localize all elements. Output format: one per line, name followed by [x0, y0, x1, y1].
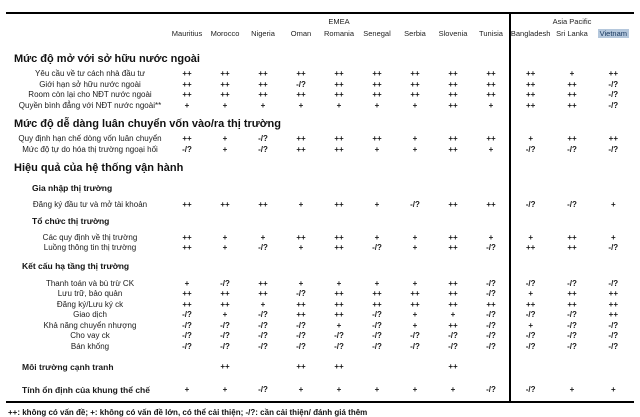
cell-value: ++ — [182, 134, 192, 143]
cell-value: -/? — [448, 331, 458, 340]
cell-value: ++ — [448, 79, 458, 89]
column-header-tunisia: Tunisia — [479, 29, 503, 38]
cell-value: ++ — [567, 243, 577, 252]
cell-value: + — [374, 144, 380, 154]
table-row — [6, 80, 634, 91]
cell-value: ++ — [220, 200, 230, 209]
cell-value: ++ — [448, 144, 458, 154]
cell-value: ++ — [608, 69, 618, 78]
cell-value: ++ — [448, 100, 458, 110]
cell-value: -/? — [258, 134, 268, 143]
cell-value: -/? — [608, 278, 619, 288]
cell-value: -/? — [410, 341, 420, 351]
cell-value: + — [336, 320, 342, 330]
row-label: Đăng ký/Lưu ký ck — [56, 299, 124, 309]
cell-value: ++ — [220, 289, 230, 298]
cell-value: ++ — [525, 299, 536, 309]
cell-value: ++ — [372, 69, 382, 78]
cell-value: ++ — [486, 90, 496, 99]
row-label: Bán khống — [70, 341, 110, 351]
cell-value: ++ — [372, 299, 382, 309]
row-label: Giao dịch — [73, 310, 107, 319]
cell-value: ++ — [448, 69, 458, 78]
cell-value: ++ — [182, 200, 192, 209]
cell-value: -/? — [334, 341, 344, 351]
cell-value: + — [222, 310, 228, 319]
cell-value: ++ — [182, 90, 192, 99]
cell-value: + — [528, 134, 533, 143]
cell-value: + — [298, 278, 304, 288]
column-group-header-row — [6, 16, 634, 27]
table-row — [6, 101, 634, 112]
column-header-vietnam — [593, 27, 634, 40]
cell-value: + — [450, 384, 456, 394]
cell-value: + — [412, 310, 418, 319]
cell-value: ++ — [448, 289, 458, 298]
cell-value: + — [610, 384, 616, 394]
cell-value: -/? — [258, 144, 268, 154]
cell-value: -/? — [334, 331, 344, 340]
table-row — [6, 321, 634, 332]
row-label: Luồng thông tin thị trường — [43, 243, 137, 252]
cell-value: -/? — [525, 200, 536, 209]
cell-value: -/? — [372, 243, 382, 252]
classification-table — [6, 12, 634, 417]
table-body — [6, 12, 634, 403]
cell-value: -/? — [258, 243, 268, 252]
table-row — [6, 300, 634, 311]
cell-value: + — [488, 100, 494, 110]
cell-value: -/? — [608, 331, 619, 340]
table-row — [6, 385, 634, 396]
cell-value: -/? — [486, 310, 496, 319]
column-header-serbia: Serbia — [404, 29, 426, 38]
cell-value: ++ — [220, 299, 230, 309]
row-label: Các quy định về thị trường — [42, 232, 138, 242]
cell-value: ++ — [448, 243, 458, 252]
cell-value: + — [450, 310, 456, 319]
cell-value: ++ — [448, 134, 458, 143]
cell-value: -/? — [182, 144, 192, 154]
column-header-sri lanka: Sri Lanka — [556, 29, 588, 38]
cell-value: -/? — [220, 320, 230, 330]
cell-value: ++ — [372, 289, 382, 298]
cell-value: + — [374, 384, 380, 394]
cell-value: -/? — [258, 310, 268, 319]
table-row — [6, 310, 634, 321]
cell-value: -/? — [182, 310, 192, 319]
cell-value: ++ — [296, 310, 306, 319]
cell-value: ++ — [334, 200, 344, 209]
table-row — [6, 279, 634, 290]
cell-value: + — [260, 232, 266, 242]
cell-value: + — [412, 243, 418, 252]
cell-value: + — [374, 278, 380, 288]
cell-value: + — [412, 278, 418, 288]
cell-value: ++ — [567, 299, 577, 309]
cell-value: -/? — [486, 331, 496, 340]
cell-value: -/? — [486, 278, 496, 288]
cell-value: -/? — [372, 320, 382, 330]
cell-value: ++ — [334, 144, 344, 154]
cell-value: -/? — [525, 278, 536, 288]
cell-value: + — [336, 384, 342, 394]
cell-value: ++ — [220, 69, 230, 78]
cell-value: -/? — [220, 278, 230, 288]
cell-value: + — [569, 384, 575, 394]
column-header-senegal: Senegal — [363, 29, 391, 38]
cell-value: ++ — [448, 299, 458, 309]
column-group-label: EMEA — [328, 17, 350, 26]
cell-value: -/? — [608, 243, 619, 252]
cell-value: + — [488, 232, 494, 242]
table-row — [6, 69, 634, 80]
cell-value: + — [260, 299, 266, 309]
cell-value: ++ — [486, 69, 496, 78]
cell-value: ++ — [220, 90, 230, 99]
cell-value: + — [336, 100, 342, 110]
cell-value: -/? — [567, 341, 577, 351]
row-label: Mức độ tự do hóa thị trường ngoại hối — [22, 144, 158, 154]
cell-value: -/? — [486, 320, 496, 330]
cell-value: ++ — [448, 200, 458, 209]
cell-value: -/? — [608, 341, 619, 351]
cell-value: + — [374, 100, 380, 110]
cell-value: -/? — [608, 320, 619, 330]
table-row — [6, 145, 634, 156]
section-heading: Mức độ dễ dàng luân chuyển vốn vào/ra thị trường — [14, 118, 281, 130]
cell-value: + — [412, 320, 418, 330]
cell-value: ++ — [372, 90, 382, 99]
cell-value: ++ — [448, 362, 458, 371]
cell-value: + — [412, 232, 418, 242]
section-heading: Hiệu quả của hệ thống vận hành — [14, 162, 184, 174]
cell-value: ++ — [334, 299, 344, 309]
cell-value: + — [412, 134, 418, 143]
table-row — [6, 289, 634, 300]
cell-value: + — [610, 200, 616, 209]
cell-value: -/? — [567, 144, 577, 154]
table-row — [6, 362, 634, 373]
column-header-nigeria: Nigeria — [251, 29, 275, 38]
row-label: Quy định hạn chế dòng vốn luân chuyển — [18, 134, 162, 143]
cell-value: -/? — [220, 341, 230, 351]
cell-value: -/? — [525, 310, 536, 319]
cell-value: ++ — [525, 90, 536, 99]
sub-heading: Kết cấu hạ tầng thị trường — [22, 260, 130, 271]
cell-value: -/? — [182, 341, 192, 351]
column-header-mauritius: Mauritius — [171, 29, 203, 38]
cell-value: ++ — [258, 90, 268, 99]
cell-value: + — [336, 278, 342, 288]
cell-value: -/? — [182, 331, 192, 340]
cell-value: + — [528, 320, 533, 330]
cell-value: -/? — [372, 341, 382, 351]
cell-value: + — [298, 200, 304, 209]
cell-value: ++ — [448, 90, 458, 99]
column-header-morocco: Morocco — [210, 29, 240, 38]
cell-value: -/? — [258, 320, 268, 330]
column-header-bangladesh: Bangladesh — [510, 29, 551, 38]
cell-value: -/? — [525, 331, 536, 340]
column-header-row — [6, 27, 634, 40]
cell-value: ++ — [410, 79, 420, 89]
cell-value: -/? — [525, 341, 536, 351]
cell-value: + — [412, 144, 418, 154]
cell-value: ++ — [486, 79, 496, 89]
cell-value: -/? — [486, 289, 496, 298]
row-label: Khả năng chuyển nhượng — [43, 320, 137, 330]
cell-value: -/? — [296, 79, 306, 89]
cell-value: ++ — [525, 243, 536, 252]
legend-footnote: ++: không có vấn đề; +: không có vấn đề lớn, có thể cải thiện; -/?: cần cải thiện/ đánh giá thêm — [8, 408, 368, 417]
cell-value: ++ — [220, 79, 230, 89]
row-label: Lưu trữ, bảo quản — [57, 289, 123, 298]
cell-value: ++ — [608, 134, 618, 143]
cell-value: ++ — [296, 69, 306, 78]
cell-value: -/? — [296, 341, 306, 351]
cell-value: + — [222, 243, 228, 252]
cell-value: -/? — [486, 243, 496, 252]
cell-value: + — [298, 384, 304, 394]
cell-value: + — [298, 243, 304, 252]
cell-value: + — [528, 232, 533, 242]
cell-value: + — [610, 232, 616, 242]
cell-value: ++ — [525, 69, 536, 78]
cell-value: ++ — [525, 100, 536, 110]
cell-value: + — [374, 232, 380, 242]
cell-value: ++ — [296, 362, 306, 371]
row-label: Cho vay ck — [70, 331, 110, 340]
row-label: Giới hạn sở hữu nước ngoài — [39, 79, 141, 89]
column-header-oman: Oman — [290, 29, 312, 38]
cell-value: ++ — [334, 79, 344, 89]
cell-value: ++ — [220, 362, 230, 371]
cell-value: ++ — [182, 79, 192, 89]
cell-value: + — [184, 384, 190, 394]
row-label: Thanh toán và bù trừ CK — [45, 278, 135, 288]
table-row — [6, 90, 634, 101]
cell-value: + — [222, 384, 228, 394]
table-row — [6, 233, 634, 244]
cell-value: + — [222, 232, 228, 242]
row-label: Yêu cầu về tư cách nhà đầu tư — [35, 69, 145, 78]
cell-value: ++ — [410, 289, 420, 298]
cell-value: ++ — [334, 69, 344, 78]
highlighted-column-label: Vietnam — [599, 29, 628, 38]
cell-value: -/? — [258, 331, 268, 340]
cell-value: ++ — [296, 232, 306, 242]
cell-value: ++ — [448, 232, 458, 242]
row-label: Quyền bình đẳng với NĐT nước ngoài** — [18, 100, 162, 110]
column-group-label: Asia Pacific — [552, 17, 592, 26]
cell-value: ++ — [567, 100, 577, 110]
cell-value: ++ — [334, 362, 344, 371]
cell-value: -/? — [220, 331, 230, 340]
cell-value: ++ — [486, 200, 496, 209]
cell-value: -/? — [410, 331, 420, 340]
cell-value: ++ — [296, 299, 306, 309]
cell-value: ++ — [334, 134, 344, 143]
cell-value: ++ — [182, 299, 192, 309]
row-label: Đăng ký đầu tư và mở tài khoản — [32, 200, 148, 209]
cell-value: -/? — [486, 384, 496, 394]
cell-value: -/? — [410, 200, 420, 209]
cell-value: -/? — [258, 384, 268, 394]
cell-value: ++ — [258, 79, 268, 89]
row-label: Tính ổn định của khung thể chế — [22, 384, 150, 395]
cell-value: ++ — [567, 134, 577, 143]
cell-value: -/? — [486, 341, 496, 351]
table-row — [6, 342, 634, 353]
cell-value: ++ — [334, 232, 344, 242]
cell-value: ++ — [258, 278, 268, 288]
cell-value: ++ — [182, 289, 192, 298]
cell-value: -/? — [296, 289, 306, 298]
cell-value: ++ — [448, 320, 458, 330]
sub-heading: Tổ chức thị trường — [32, 215, 110, 226]
cell-value: -/? — [567, 320, 577, 330]
cell-value: -/? — [567, 331, 577, 340]
cell-value: -/? — [182, 320, 192, 330]
cell-value: + — [488, 144, 494, 154]
cell-value: -/? — [525, 384, 536, 394]
cell-value: ++ — [567, 79, 577, 89]
cell-value: ++ — [258, 200, 268, 209]
cell-value: + — [412, 384, 418, 394]
table-row — [6, 331, 634, 342]
column-header-slovenia: Slovenia — [438, 29, 468, 38]
cell-value: + — [569, 69, 575, 78]
cell-value: + — [184, 278, 190, 288]
cell-value: -/? — [567, 278, 577, 288]
cell-value: -/? — [608, 90, 619, 99]
section-heading: Mức độ mở với sở hữu nước ngoài — [14, 53, 200, 65]
cell-value: ++ — [258, 289, 268, 298]
cell-value: ++ — [567, 232, 577, 242]
cell-value: ++ — [608, 310, 618, 319]
cell-value: ++ — [410, 90, 420, 99]
cell-value: -/? — [372, 331, 382, 340]
cell-value: ++ — [182, 232, 192, 242]
cell-value: -/? — [372, 310, 382, 319]
cell-value: + — [412, 100, 418, 110]
cell-value: + — [222, 144, 228, 154]
cell-value: ++ — [410, 69, 420, 78]
cell-value: ++ — [258, 69, 268, 78]
cell-value: + — [222, 100, 228, 110]
cell-value: ++ — [410, 299, 420, 309]
cell-value: + — [528, 289, 533, 298]
cell-value: -/? — [608, 144, 619, 154]
sub-heading: Gia nhập thị trường — [32, 183, 113, 193]
cell-value: -/? — [608, 100, 619, 110]
cell-value: + — [374, 200, 380, 209]
cell-value: ++ — [525, 79, 536, 89]
cell-value: ++ — [567, 289, 577, 298]
column-header-romania: Romania — [323, 29, 354, 38]
cell-value: ++ — [567, 90, 577, 99]
cell-value: ++ — [334, 310, 344, 319]
table-row — [6, 200, 634, 211]
row-label: Room còn lại cho NĐT nước ngoài — [28, 90, 152, 99]
cell-value: ++ — [372, 79, 382, 89]
cell-value: ++ — [334, 289, 344, 298]
cell-value: + — [184, 100, 190, 110]
cell-value: ++ — [486, 134, 496, 143]
cell-value: -/? — [296, 320, 306, 330]
table-rows — [6, 46, 634, 395]
cell-value: ++ — [608, 299, 618, 309]
table-row — [6, 243, 634, 254]
cell-value: ++ — [182, 69, 192, 78]
cell-value: + — [260, 100, 266, 110]
cell-value: -/? — [448, 341, 458, 351]
cell-value: ++ — [608, 289, 618, 298]
cell-value: + — [298, 100, 304, 110]
cell-value: ++ — [296, 134, 306, 143]
cell-value: + — [222, 134, 228, 143]
cell-value: ++ — [296, 144, 306, 154]
cell-value: ++ — [296, 90, 306, 99]
cell-value: ++ — [448, 278, 458, 288]
table-row — [6, 134, 634, 145]
cell-value: -/? — [258, 341, 268, 351]
cell-value: -/? — [525, 144, 536, 154]
cell-value: -/? — [567, 200, 577, 209]
row-label: Môi trường cạnh tranh — [22, 362, 114, 372]
cell-value: ++ — [334, 90, 344, 99]
cell-value: ++ — [486, 299, 496, 309]
cell-value: -/? — [567, 310, 577, 319]
cell-value: ++ — [182, 243, 192, 252]
cell-value: ++ — [334, 243, 344, 252]
cell-value: -/? — [608, 79, 619, 89]
cell-value: ++ — [372, 134, 382, 143]
region-divider-line — [509, 14, 511, 401]
cell-value: -/? — [296, 331, 306, 340]
